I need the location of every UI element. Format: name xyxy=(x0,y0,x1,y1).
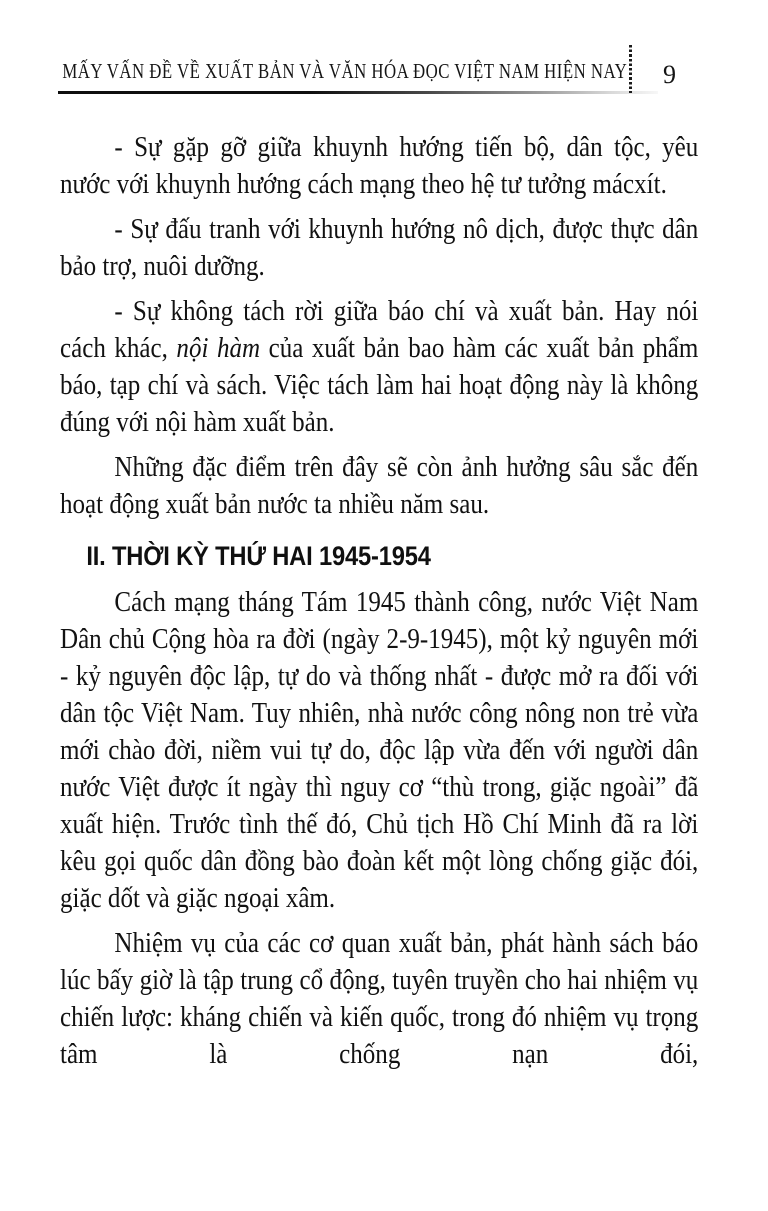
header-divider-bar xyxy=(629,45,632,93)
paragraph-3-tail: của xuất bản bao hàm các xuất bản phẩm báo, tạp chí và sách. Việc tách làm hai hoạt động này là không đúng với nội hàm xuất bản. xyxy=(60,333,699,438)
page-number: 9 xyxy=(663,60,676,89)
italic-term: nội hàm xyxy=(176,333,261,364)
section-heading: II. THỜI KỲ THỨ HAI 1945-1954 xyxy=(86,541,431,571)
paragraph-bullet-1: - Sự gặp gỡ giữa khuynh hướng tiến bộ, dân tộc, yêu nước với khuynh hướng cách mạng theo hệ tư tưởng mácxít. xyxy=(60,132,699,200)
header-rule xyxy=(58,91,658,94)
paragraph-tasks: Nhiệm vụ của các cơ quan xuất bản, phát hành sách báo lúc bấy giờ là tập trung cổ động, tuyên truyền cho hai nhiệm vụ chiến lược: kháng chiến và kiến quốc, trong đó nhiệm vụ trọng tâm là chống nạn đói, xyxy=(60,928,699,1070)
body-text xyxy=(60,129,698,1081)
paragraph-summary: Những đặc điểm trên đây sẽ còn ảnh hưởng sâu sắc đến hoạt động xuất bản nước ta nhiều năm sau. xyxy=(60,452,699,520)
paragraph-history: Cách mạng tháng Tám 1945 thành công, nước Việt Nam Dân chủ Cộng hòa ra đời (ngày 2-9-1945), một kỷ nguyên mới - kỷ nguyên độc lập, tự do và thống nhất - được mở ra đối với dân tộc Việt Nam. Tuy nhiên, nhà nước công nông non trẻ vừa mới chào đời, niềm vui tự do, độc lập vừa đến với người dân nước Việt được ít ngày thì nguy cơ “thù trong, giặc ngoài” đã xuất hiện. Trước tình thế đó, Chủ tịch Hồ Chí Minh đã ra lời kêu gọi quốc dân đồng bào đoàn kết một lòng chống giặc đói, giặc dốt và giặc ngoại xâm. xyxy=(60,587,699,914)
running-title: MẤY VẤN ĐỀ VỀ XUẤT BẢN VÀ VĂN HÓA ĐỌC VIỆT NAM HIỆN NAY xyxy=(62,59,628,83)
paragraph-3-lead: - Sự không tách rời giữa báo chí và xuất bản. Hay nói cách khác, xyxy=(60,296,699,364)
running-title-wrap xyxy=(60,59,630,84)
paragraph-bullet-3 xyxy=(60,293,698,441)
paragraph-bullet-2: - Sự đấu tranh với khuynh hướng nô dịch, được thực dân bảo trợ, nuôi dưỡng. xyxy=(60,214,699,282)
